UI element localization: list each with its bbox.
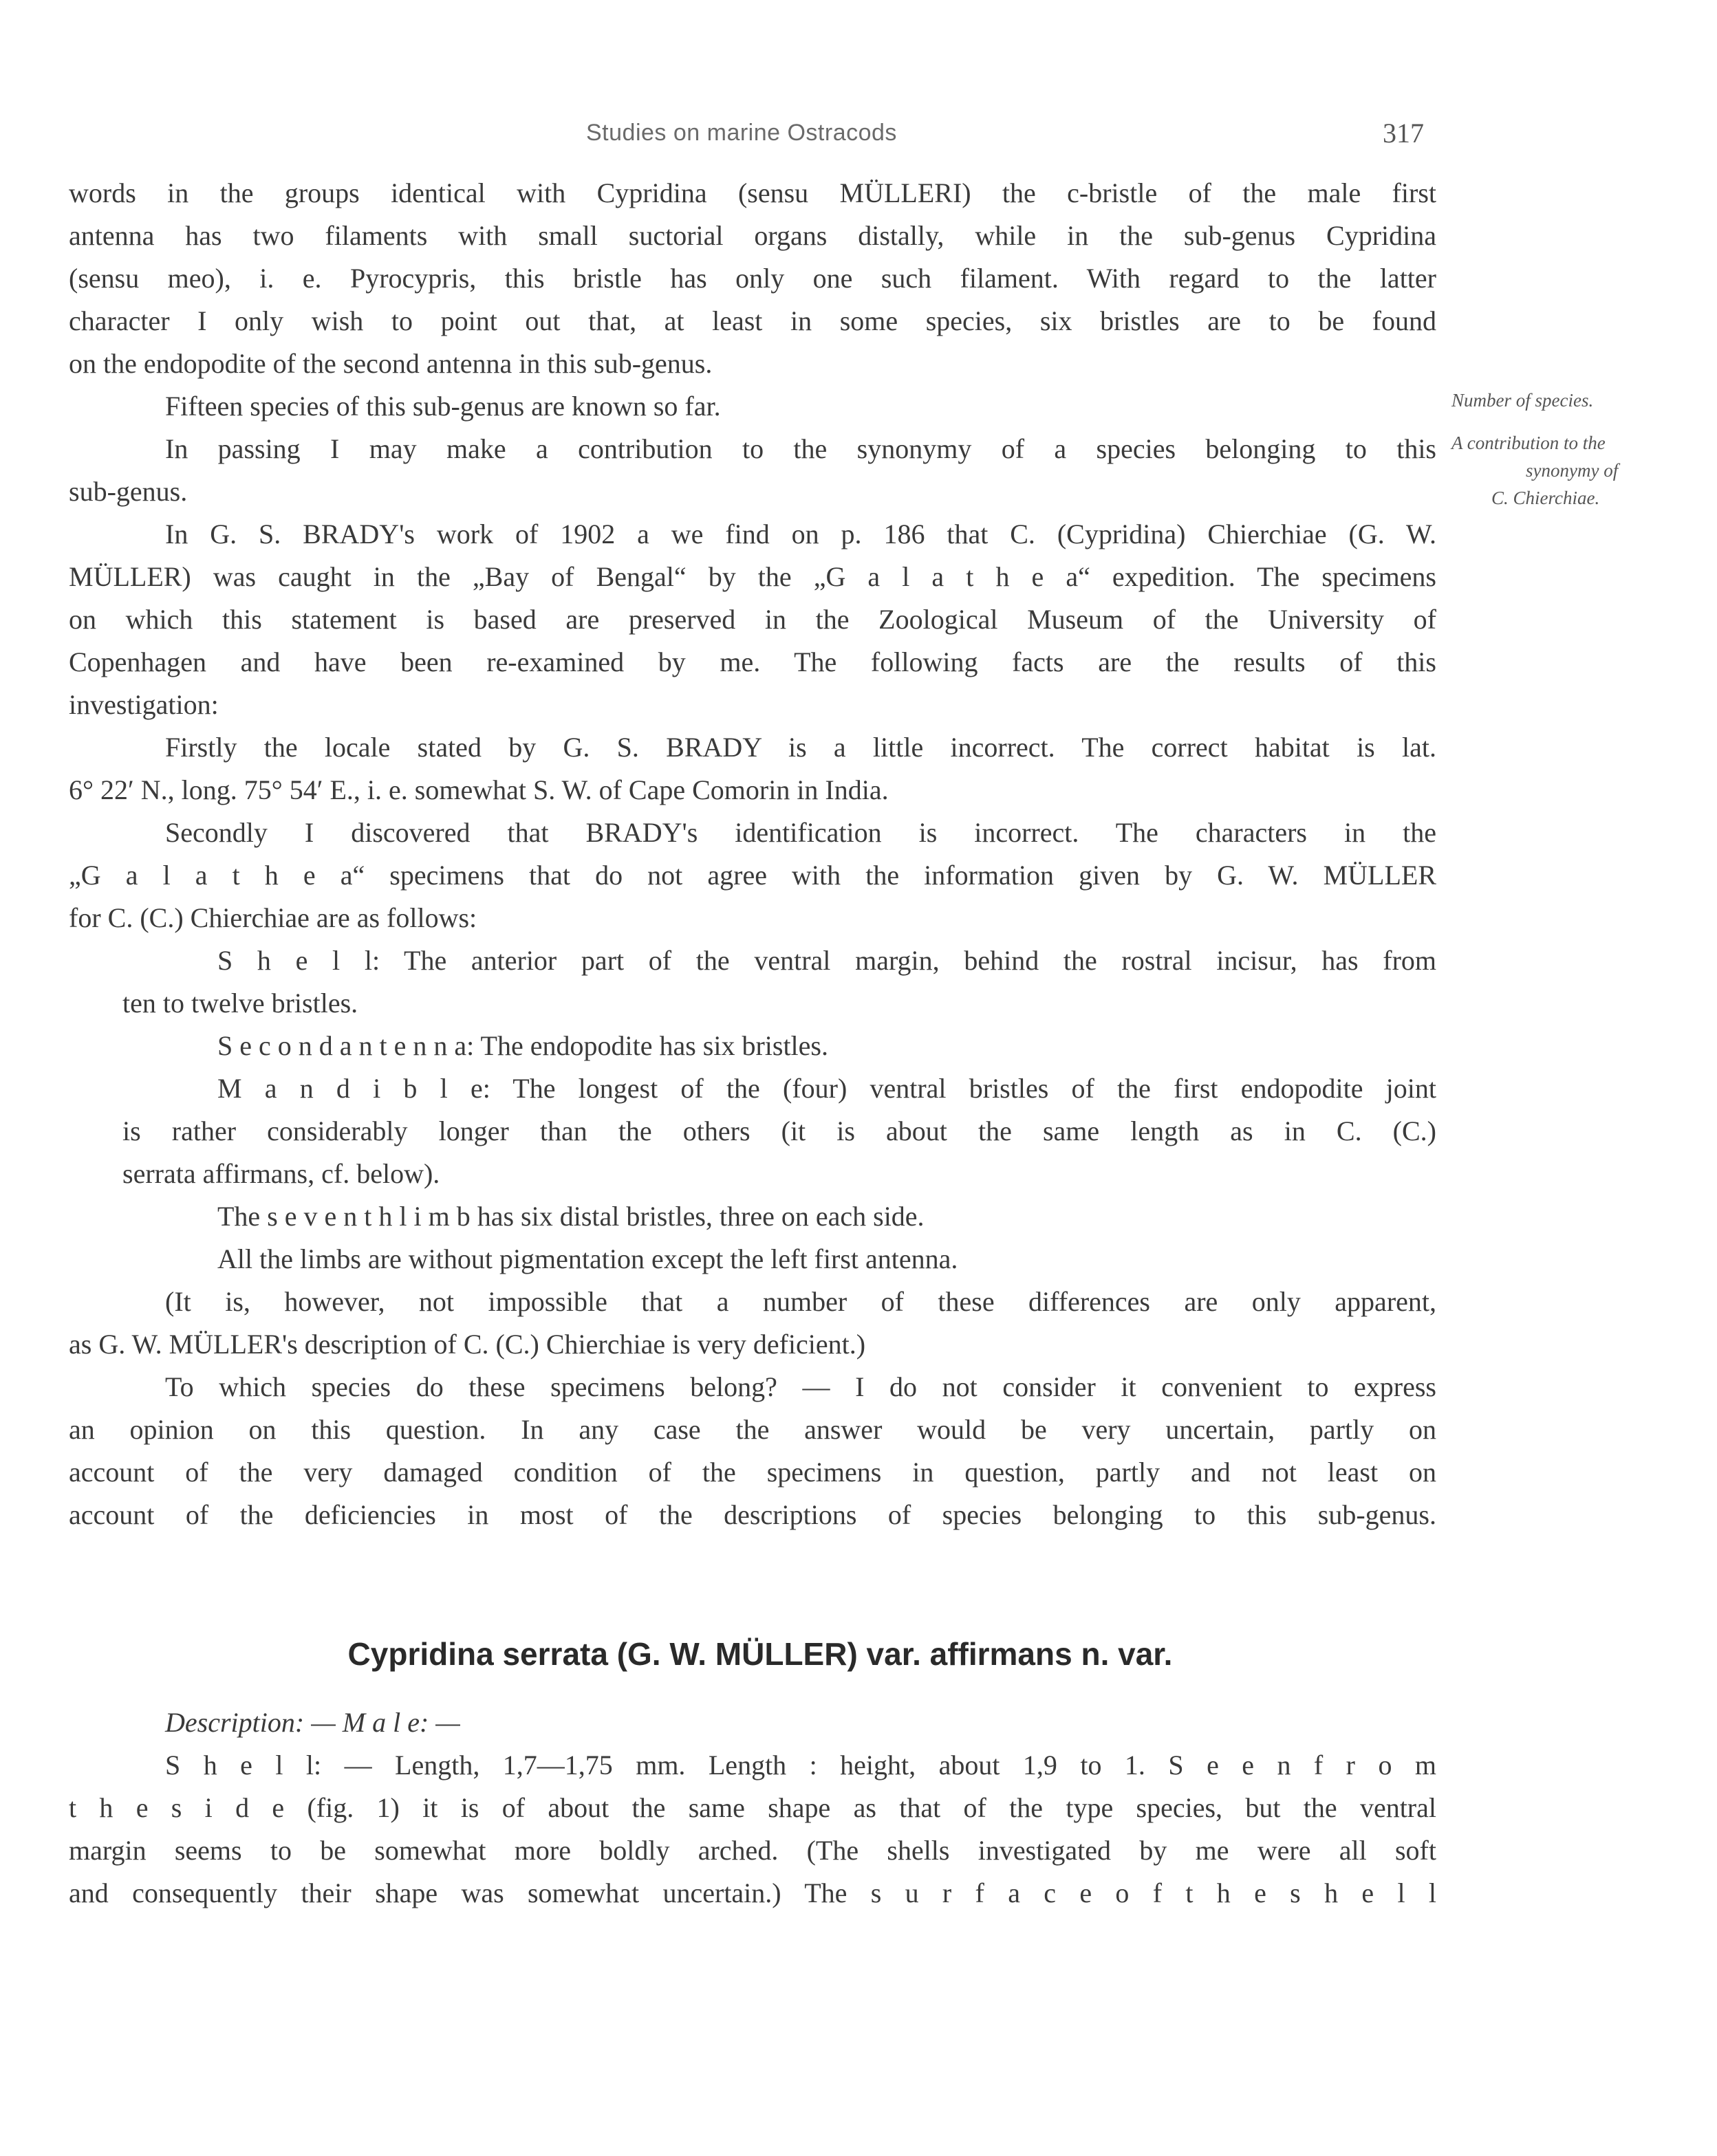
- text-line: In passing I may make a contribution to the synonymy of a species belonging to this: [165, 433, 1436, 464]
- text-line: on the endopodite of the second antenna in this sub-genus.: [69, 348, 713, 379]
- text-line: (sensu meo), i. e. Pyrocypris, this bristle has only one such filament. With regard to the latter: [69, 263, 1436, 294]
- text-line: words in the groups identical with Cypridina (sensu MÜLLERI) the c-bristle of the male first: [69, 177, 1436, 208]
- text-line: 6° 22′ N., long. 75° 54′ E., i. e. somewhat S. W. of Cape Comorin in India.: [69, 774, 889, 805]
- section-heading: Cypridina serrata (G. W. MÜLLER) var. affirmans n. var.: [347, 1636, 1173, 1672]
- text-line: an opinion on this question. In any case the answer would be very uncertain, partly on: [69, 1414, 1436, 1445]
- text-line: for C. (C.) Chierchiae are as follows:: [69, 902, 477, 933]
- margin-notes: [1451, 386, 1678, 512]
- margin-note-contribution: synonymy of: [1526, 460, 1619, 481]
- text-line: S h e l l: — Length, 1,7—1,75 mm. Length : height, about 1,9 to 1. S e e n f r o m: [165, 1750, 1436, 1781]
- text-line: Firstly the locale stated by G. S. BRADY is a little incorrect. The correct habitat is lat.: [165, 732, 1436, 763]
- running-title: Studies on marine Ostracods: [586, 120, 897, 146]
- text-line: Description: — M a l e: —: [165, 1707, 460, 1738]
- page-header: [0, 117, 1717, 158]
- text-line: Copenhagen and have been re-examined by me. The following facts are the results of this: [69, 646, 1436, 677]
- margin-spacer: [1451, 414, 1678, 429]
- text-line: and consequently their shape was somewhat uncertain.) The s u r f a c e o f t h e s h e l l: [69, 1877, 1436, 1908]
- text-line: t h e s i d e (fig. 1) it is of about the same shape as that of the type species, but the ventral: [69, 1792, 1436, 1823]
- text-line: All the limbs are without pigmentation except the left first antenna.: [217, 1243, 958, 1274]
- text-line: sub-genus.: [69, 476, 188, 507]
- text-line: account of the very damaged condition of the specimens in question, partly and not least on: [69, 1457, 1436, 1488]
- section-body: [69, 1701, 1436, 1915]
- text-line: MÜLLER) was caught in the „Bay of Bengal“ by the „G a l a t h e a“ expedition. The specimens: [69, 561, 1436, 592]
- text-line: serrata affirmans, cf. below).: [122, 1158, 440, 1189]
- text-line: S h e l l: The anterior part of the ventral margin, behind the rostral incisur, has from: [217, 945, 1436, 976]
- text-line: Secondly I discovered that BRADY's identification is incorrect. The characters in the: [165, 817, 1436, 848]
- text-line: ten to twelve bristles.: [122, 988, 358, 1019]
- text-line: account of the deficiencies in most of the descriptions of species belonging to this sub-genus.: [69, 1499, 1436, 1530]
- text-line: In G. S. BRADY's work of 1902 a we find on p. 186 that C. (Cypridina) Chierchiae (G. W.: [165, 519, 1436, 549]
- page-number: 317: [1383, 118, 1424, 149]
- text-line: S e c o n d a n t e n n a: The endopodite has six bristles.: [217, 1030, 828, 1061]
- text-line: antenna has two filaments with small suctorial organs distally, while in the sub-genus Cypridina: [69, 220, 1436, 251]
- text-line: margin seems to be somewhat more boldly arched. (The shells investigated by me were all soft: [69, 1835, 1436, 1866]
- text-line: The s e v e n t h l i m b has six distal bristles, three on each side.: [217, 1201, 925, 1232]
- text-line: on which this statement is based are preserved in the Zoological Museum of the University of: [69, 604, 1436, 635]
- margin-note-contribution: C. Chierchiae.: [1491, 488, 1600, 508]
- text-line: is rather considerably longer than the others (it is about the same length as in C. (C.): [122, 1115, 1436, 1146]
- text-line: as G. W. MÜLLER's description of C. (C.) Chierchiae is very deficient.): [69, 1329, 866, 1360]
- text-line: M a n d i b l e: The longest of the (four) ventral bristles of the first endopodite joint: [217, 1073, 1436, 1104]
- text-line: character I only wish to point out that, at least in some species, six bristles are to be found: [69, 305, 1436, 336]
- margin-note-number-of-species: Number of species.: [1451, 390, 1594, 411]
- text-line: „G a l a t h e a“ specimens that do not agree with the information given by G. W. MÜLLER: [69, 860, 1436, 891]
- body-text: [69, 172, 1436, 1536]
- text-line: (It is, however, not impossible that a number of these differences are only apparent,: [165, 1286, 1436, 1317]
- text-line: Fifteen species of this sub-genus are known so far.: [165, 391, 721, 422]
- margin-note-contribution: A contribution to the: [1451, 433, 1606, 453]
- text-line: To which species do these specimens belong? — I do not consider it convenient to express: [165, 1371, 1436, 1402]
- text-line: investigation:: [69, 689, 219, 720]
